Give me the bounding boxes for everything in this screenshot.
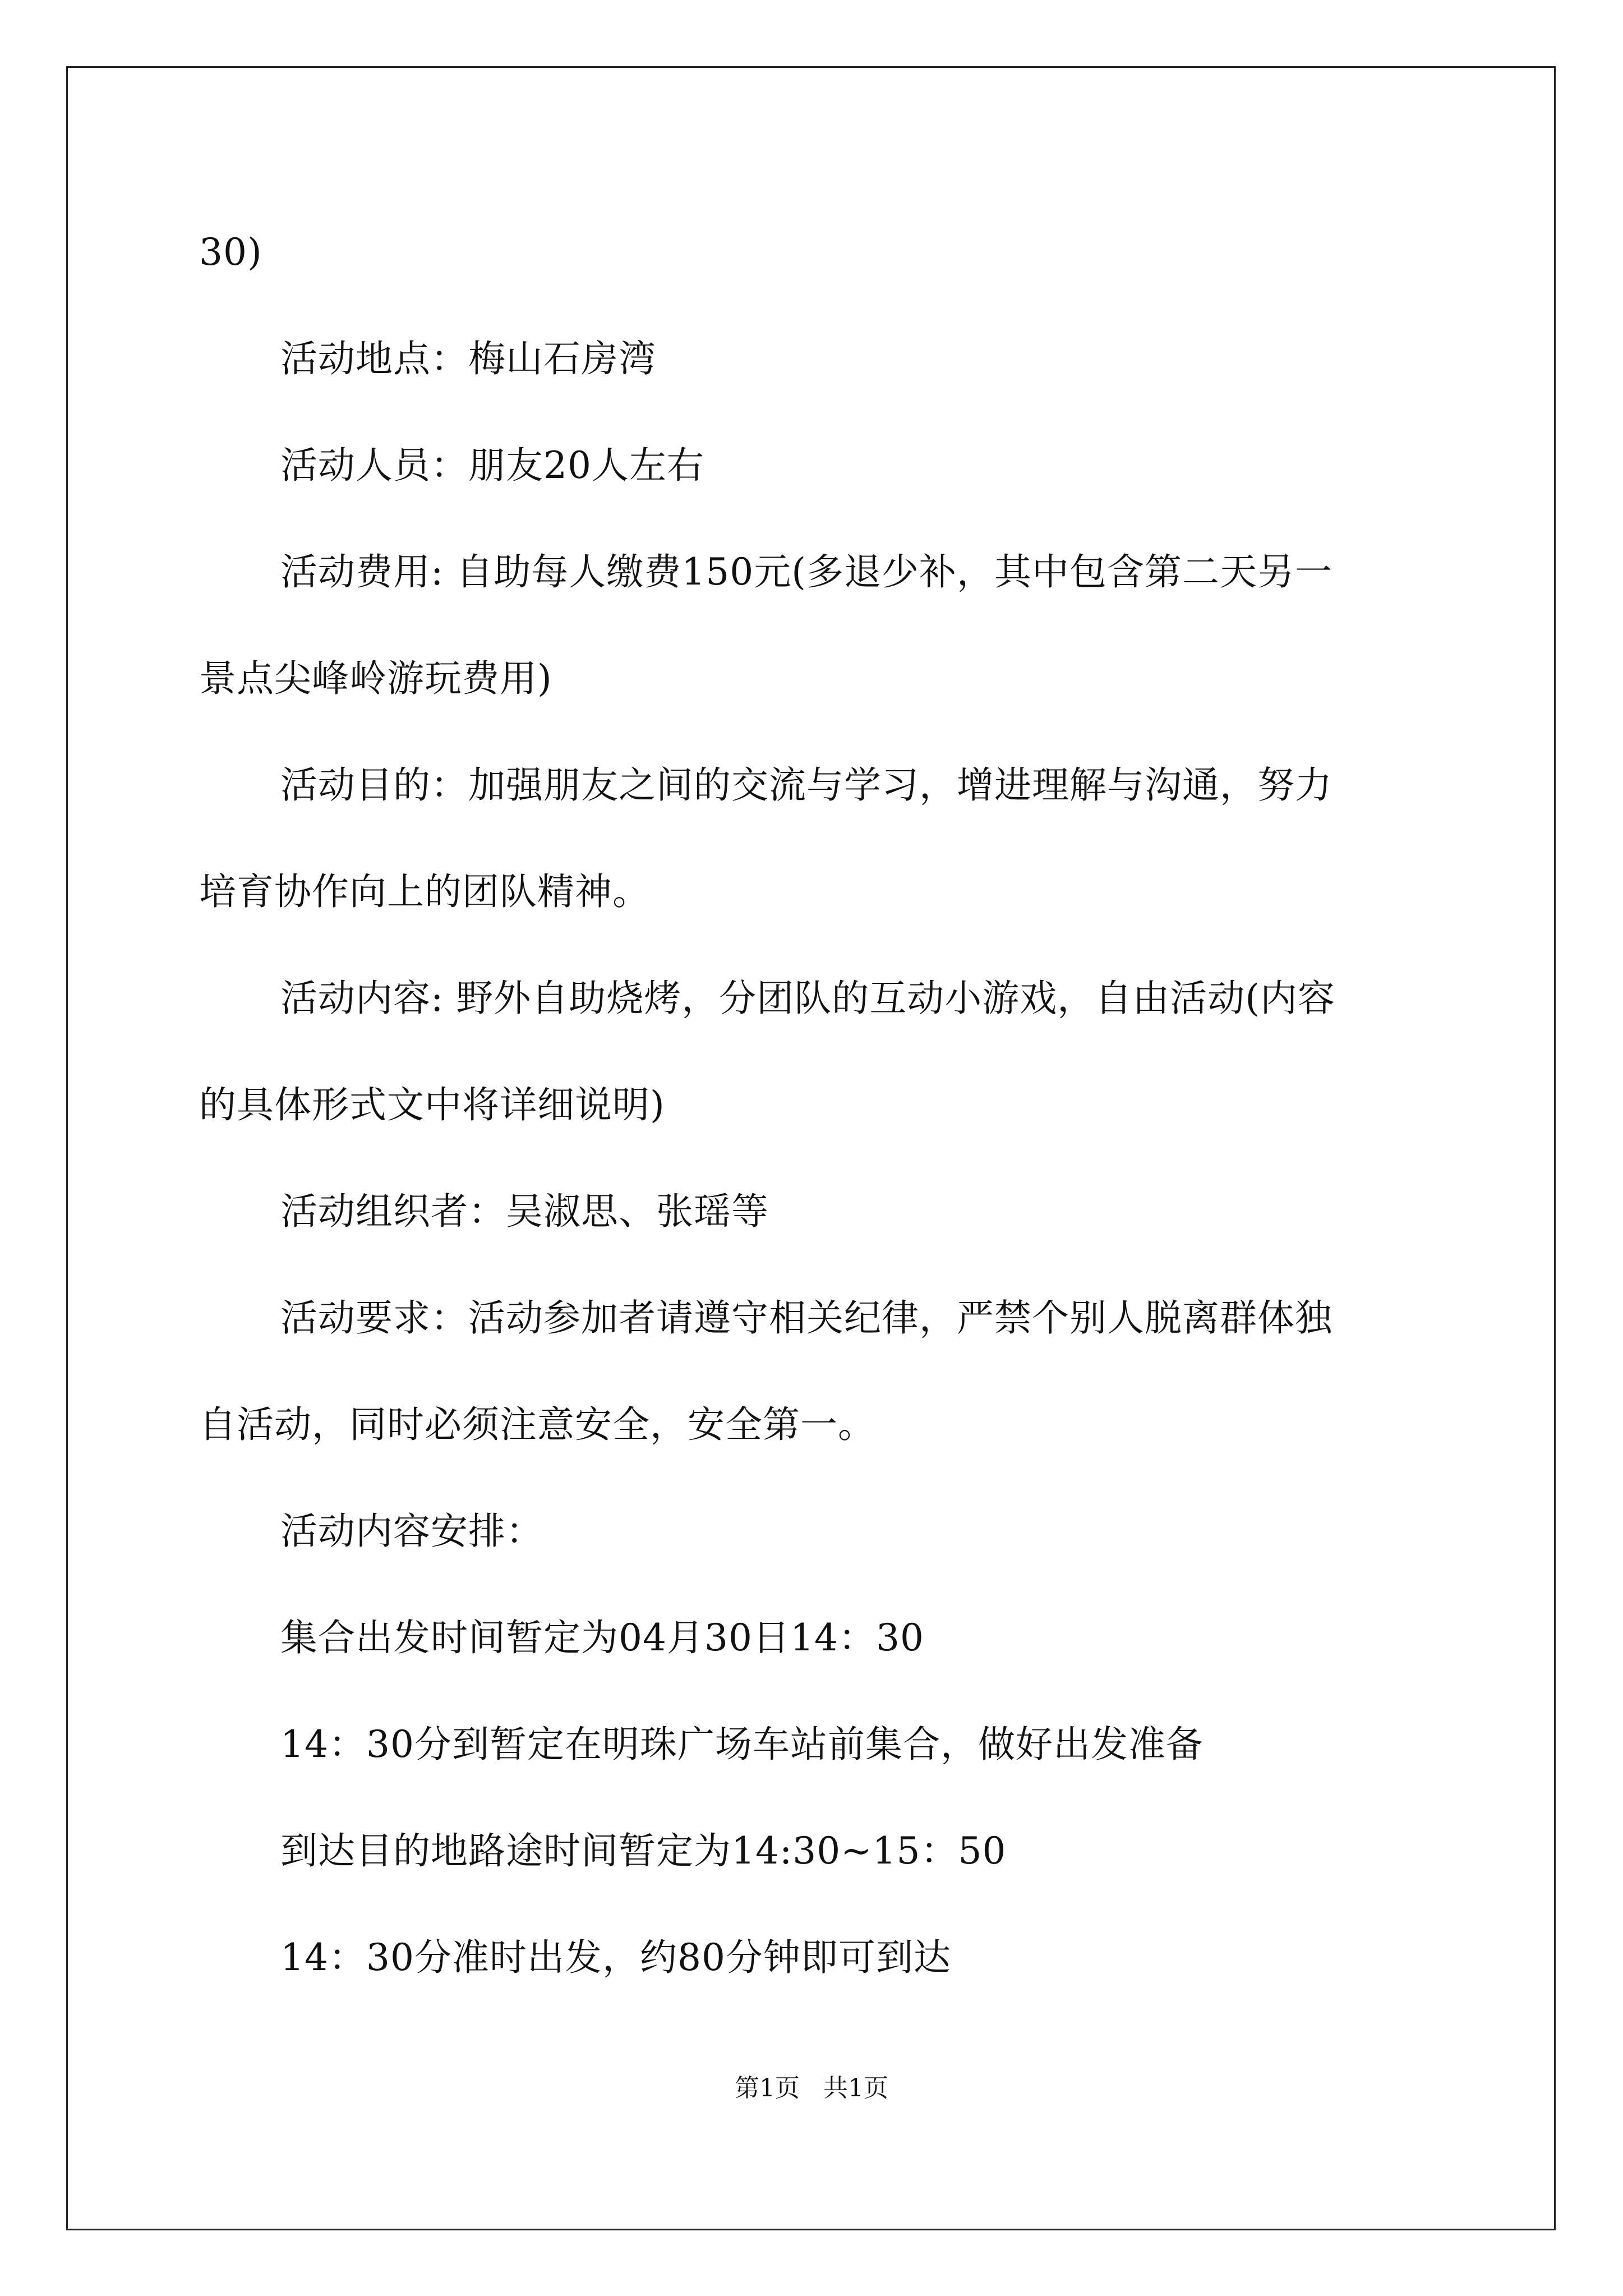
text-line-cost-continued: 景点尖峰岭游玩费用) <box>199 657 552 700</box>
text-line-departure-time: 集合出发时间暂定为04月30日14：30 <box>280 1616 924 1659</box>
text-line-gathering: 14：30分到暂定在明珠广场车站前集合，做好出发准备 <box>280 1723 1204 1766</box>
text-line-arrival: 14：30分准时出发，约80分钟即可到达 <box>280 1936 951 1979</box>
text-line-participants: 活动人员：朋友20人左右 <box>280 444 704 487</box>
text-line-content-continued: 的具体形式文中将详细说明) <box>199 1083 665 1126</box>
text-line-content: 活动内容: 野外自助烧烤，分团队的互动小游戏，自由活动(内容 <box>280 977 1335 1020</box>
text-line-schedule-heading: 活动内容安排： <box>280 1510 543 1553</box>
text-line-requirements-continued: 自活动，同时必须注意安全，安全第一。 <box>199 1403 875 1446</box>
text-line-cost: 活动费用: 自助每人缴费150元(多退少补，其中包含第二天另一 <box>280 550 1332 593</box>
text-line-continuation: 30) <box>199 231 262 274</box>
page-border <box>66 66 1556 2230</box>
text-line-location: 活动地点：梅山石房湾 <box>280 337 656 380</box>
page-footer: 第1页 共1页 <box>735 2074 888 2102</box>
text-line-organizers: 活动组织者：吴淑思、张瑶等 <box>280 1190 769 1233</box>
text-line-purpose: 活动目的：加强朋友之间的交流与学习，增进理解与沟通，努力 <box>280 763 1332 807</box>
text-line-purpose-continued: 培育协作向上的团队精神。 <box>199 870 650 913</box>
text-line-travel-time: 到达目的地路途时间暂定为14:30~15：50 <box>280 1829 1007 1872</box>
text-line-requirements: 活动要求：活动参加者请遵守相关纪律，严禁个别人脱离群体独 <box>280 1296 1332 1340</box>
